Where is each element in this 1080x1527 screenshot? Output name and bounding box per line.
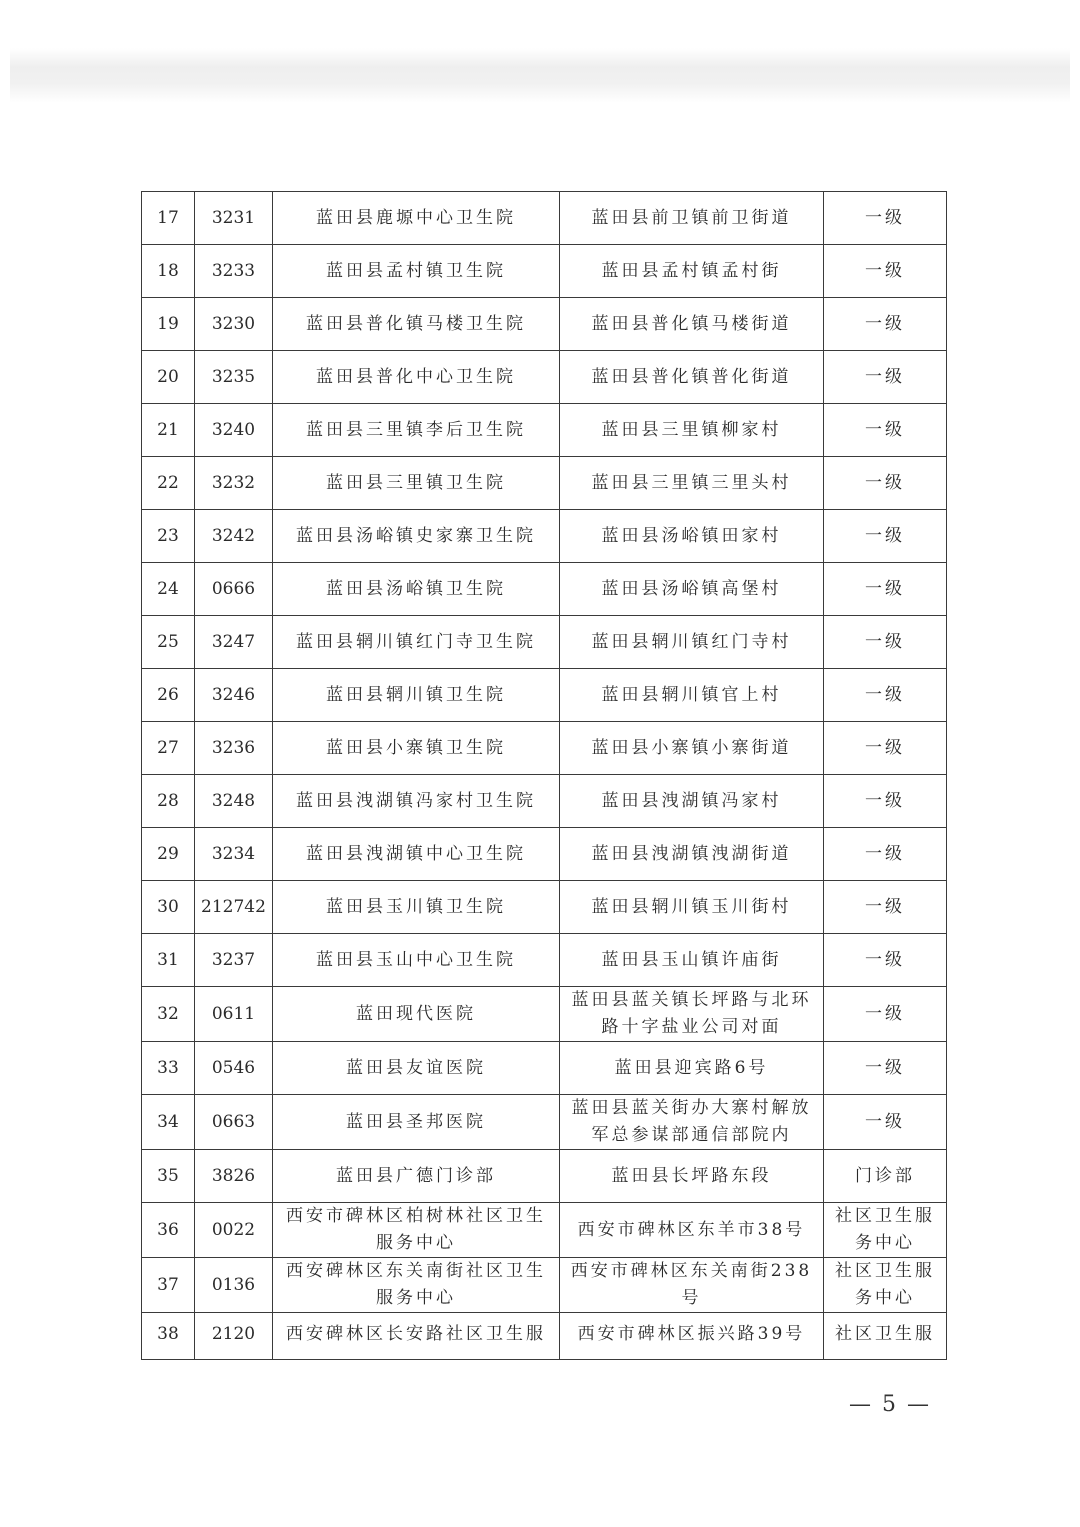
cell-institution-name: 蓝田县小寨镇卫生院 [273,722,560,775]
cell-code: 3236 [195,722,273,775]
cell-institution-name: 蓝田县三里镇卫生院 [273,457,560,510]
cell-address: 蓝田县汤峪镇田家村 [560,510,824,563]
cell-institution-name: 蓝田县圣邦医院 [273,1095,560,1150]
cell-institution-name: 蓝田县洩湖镇中心卫生院 [273,828,560,881]
cell-level: 一级 [824,457,947,510]
cell-level: 一级 [824,1042,947,1095]
cell-address: 蓝田县玉山镇许庙街 [560,934,824,987]
cell-address: 西安市碑林区东关南街238号 [560,1258,824,1313]
cell-code: 3233 [195,245,273,298]
cell-number: 24 [142,563,195,616]
cell-address: 蓝田县三里镇柳家村 [560,404,824,457]
cell-code: 3231 [195,192,273,245]
cell-level: 一级 [824,722,947,775]
cell-code: 0663 [195,1095,273,1150]
cell-address: 蓝田县辋川镇红门寺村 [560,616,824,669]
cell-code: 0022 [195,1203,273,1258]
table-body [142,192,947,1360]
table-row [142,351,947,404]
table-row [142,1313,947,1360]
cell-institution-name: 蓝田县汤峪镇卫生院 [273,563,560,616]
table-row [142,298,947,351]
cell-number: 25 [142,616,195,669]
cell-institution-name: 蓝田县辋川镇卫生院 [273,669,560,722]
cell-number: 37 [142,1258,195,1313]
table-row [142,457,947,510]
cell-institution-name: 蓝田县玉山中心卫生院 [273,934,560,987]
cell-institution-name: 蓝田县普化镇马楼卫生院 [273,298,560,351]
cell-address: 西安市碑林区东羊市38号 [560,1203,824,1258]
cell-level: 一级 [824,192,947,245]
page-number: — 5 — [849,1392,931,1417]
cell-level: 一级 [824,298,947,351]
table-row [142,1095,947,1150]
cell-code: 0546 [195,1042,273,1095]
table-row [142,881,947,934]
cell-number: 34 [142,1095,195,1150]
cell-institution-name: 蓝田县汤峪镇史家寨卫生院 [273,510,560,563]
cell-level: 一级 [824,934,947,987]
table-row [142,669,947,722]
cell-number: 35 [142,1150,195,1203]
cell-address: 蓝田县小寨镇小寨街道 [560,722,824,775]
cell-level: 社区卫生服 [824,1313,947,1360]
cell-level: 一级 [824,563,947,616]
table-row [142,934,947,987]
cell-code: 0136 [195,1258,273,1313]
cell-code: 3230 [195,298,273,351]
cell-code: 212742 [195,881,273,934]
cell-institution-name: 蓝田县鹿塬中心卫生院 [273,192,560,245]
cell-number: 28 [142,775,195,828]
cell-level: 门诊部 [824,1150,947,1203]
table-row [142,616,947,669]
cell-institution-name: 蓝田县玉川镇卫生院 [273,881,560,934]
cell-number: 32 [142,987,195,1042]
cell-address: 蓝田县孟村镇孟村街 [560,245,824,298]
cell-number: 17 [142,192,195,245]
cell-code: 2120 [195,1313,273,1360]
cell-institution-name: 蓝田县孟村镇卫生院 [273,245,560,298]
cell-institution-name: 西安市碑林区柏树林社区卫生服务中心 [273,1203,560,1258]
table-row [142,510,947,563]
cell-institution-name: 蓝田县友谊医院 [273,1042,560,1095]
cell-number: 23 [142,510,195,563]
cell-number: 33 [142,1042,195,1095]
cell-code: 0611 [195,987,273,1042]
cell-address: 蓝田县长坪路东段 [560,1150,824,1203]
table-row [142,245,947,298]
cell-code: 0666 [195,563,273,616]
cell-number: 31 [142,934,195,987]
cell-code: 3242 [195,510,273,563]
cell-institution-name: 蓝田县广德门诊部 [273,1150,560,1203]
cell-number: 26 [142,669,195,722]
cell-address: 蓝田县汤峪镇高堡村 [560,563,824,616]
cell-code: 3237 [195,934,273,987]
table-row [142,1203,947,1258]
cell-code: 3232 [195,457,273,510]
cell-address: 蓝田县辋川镇官上村 [560,669,824,722]
cell-level: 一级 [824,245,947,298]
cell-institution-name: 西安碑林区东关南街社区卫生服务中心 [273,1258,560,1313]
cell-address: 蓝田县蓝关镇长坪路与北环路十字盐业公司对面 [560,987,824,1042]
table-row [142,1042,947,1095]
cell-address: 蓝田县三里镇三里头村 [560,457,824,510]
cell-level: 一级 [824,616,947,669]
cell-institution-name: 西安碑林区长安路社区卫生服 [273,1313,560,1360]
cell-institution-name: 蓝田县三里镇李后卫生院 [273,404,560,457]
table-row [142,987,947,1042]
cell-address: 蓝田县蓝关街办大寨村解放军总参谋部通信部院内 [560,1095,824,1150]
cell-level: 一级 [824,775,947,828]
cell-number: 29 [142,828,195,881]
cell-level: 一级 [824,669,947,722]
cell-code: 3248 [195,775,273,828]
cell-number: 20 [142,351,195,404]
cell-institution-name: 蓝田现代医院 [273,987,560,1042]
cell-address: 蓝田县洩湖镇洩湖街道 [560,828,824,881]
table-row [142,404,947,457]
cell-address: 蓝田县洩湖镇冯家村 [560,775,824,828]
cell-level: 一级 [824,828,947,881]
cell-level: 社区卫生服务中心 [824,1258,947,1313]
table-row [142,1150,947,1203]
table-row [142,828,947,881]
cell-number: 19 [142,298,195,351]
cell-code: 3247 [195,616,273,669]
cell-level: 一级 [824,881,947,934]
cell-number: 18 [142,245,195,298]
table-row [142,775,947,828]
institution-table [141,191,947,1360]
cell-code: 3240 [195,404,273,457]
cell-level: 一级 [824,987,947,1042]
cell-number: 36 [142,1203,195,1258]
cell-number: 27 [142,722,195,775]
cell-level: 一级 [824,404,947,457]
cell-level: 一级 [824,1095,947,1150]
cell-institution-name: 蓝田县洩湖镇冯家村卫生院 [273,775,560,828]
table-row [142,1258,947,1313]
cell-address: 蓝田县前卫镇前卫街道 [560,192,824,245]
cell-level: 社区卫生服务中心 [824,1203,947,1258]
cell-code: 3235 [195,351,273,404]
cell-code: 3234 [195,828,273,881]
cell-number: 30 [142,881,195,934]
cell-level: 一级 [824,351,947,404]
cell-address: 蓝田县辋川镇玉川街村 [560,881,824,934]
table-row [142,722,947,775]
cell-number: 21 [142,404,195,457]
cell-address: 蓝田县普化镇马楼街道 [560,298,824,351]
cell-code: 3246 [195,669,273,722]
cell-institution-name: 蓝田县辋川镇红门寺卫生院 [273,616,560,669]
cell-address: 西安市碑林区振兴路39号 [560,1313,824,1360]
cell-address: 蓝田县普化镇普化街道 [560,351,824,404]
cell-number: 22 [142,457,195,510]
table-row [142,563,947,616]
cell-number: 38 [142,1313,195,1360]
cell-institution-name: 蓝田县普化中心卫生院 [273,351,560,404]
table-row [142,192,947,245]
scan-shadow-band [10,48,1070,103]
cell-address: 蓝田县迎宾路6号 [560,1042,824,1095]
cell-code: 3826 [195,1150,273,1203]
cell-level: 一级 [824,510,947,563]
